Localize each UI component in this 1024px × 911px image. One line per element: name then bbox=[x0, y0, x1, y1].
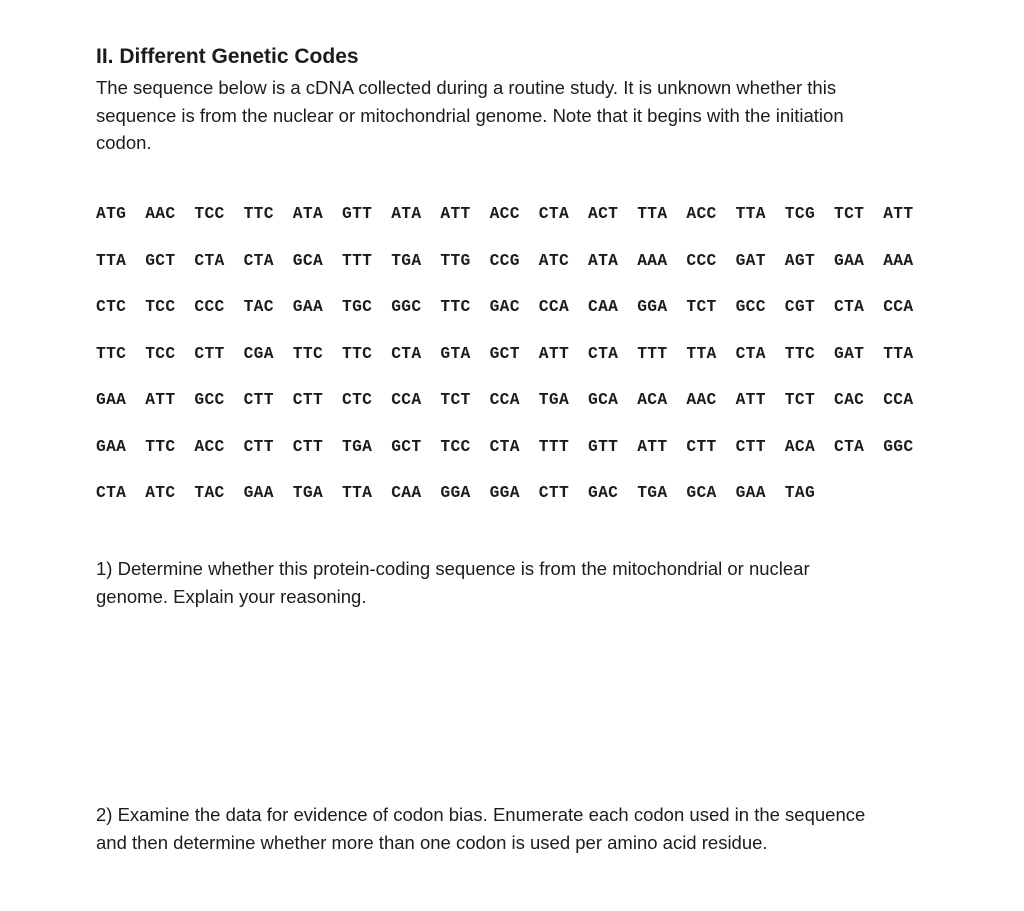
codon: ACC bbox=[194, 436, 225, 456]
codon: TTG bbox=[440, 250, 471, 270]
sequence-row bbox=[96, 203, 966, 250]
codon: GCT bbox=[391, 436, 422, 456]
codon: CCC bbox=[686, 250, 717, 270]
codon: TTC bbox=[145, 436, 176, 456]
codon: TTT bbox=[342, 250, 373, 270]
codon: TCT bbox=[686, 297, 717, 316]
codon: CTA bbox=[735, 343, 766, 363]
codon: GGC bbox=[391, 297, 422, 316]
codon: ACT bbox=[588, 204, 619, 223]
codon: ATA bbox=[391, 204, 422, 223]
codon: ATC bbox=[538, 250, 570, 270]
codon: GGC bbox=[883, 436, 914, 456]
codon: CTT bbox=[194, 343, 225, 363]
codon: TTA bbox=[883, 343, 914, 363]
codon: GCA bbox=[292, 250, 324, 270]
question-2 bbox=[96, 801, 976, 856]
codon: CCG bbox=[489, 250, 520, 270]
codon: ATA bbox=[588, 250, 619, 270]
codon: CTT bbox=[243, 390, 274, 409]
sequence-row bbox=[96, 436, 966, 483]
codon: GAA bbox=[243, 483, 274, 502]
codon: GAC bbox=[588, 483, 619, 502]
codon: GCC bbox=[194, 390, 225, 409]
codon: TCC bbox=[145, 297, 176, 316]
codon: CGA bbox=[243, 343, 274, 363]
codon: CTA bbox=[538, 204, 570, 223]
codon: CTT bbox=[292, 390, 324, 409]
codon: GAA bbox=[735, 483, 766, 502]
codon: TCC bbox=[145, 343, 176, 363]
codon: CTC bbox=[96, 297, 127, 316]
codon: CTA bbox=[391, 343, 422, 363]
sequence-row bbox=[96, 389, 966, 436]
codon: CTC bbox=[342, 390, 373, 409]
codon: CTT bbox=[538, 483, 570, 502]
sequence-row bbox=[96, 250, 966, 297]
codon: CTA bbox=[834, 297, 865, 316]
codon: ATA bbox=[292, 204, 324, 223]
codon: CTA bbox=[243, 250, 274, 270]
codon: TTC bbox=[96, 343, 127, 363]
codon: ATC bbox=[145, 483, 176, 502]
codon: GAA bbox=[96, 390, 127, 409]
codon: CAC bbox=[834, 390, 865, 409]
codon: TTA bbox=[342, 483, 373, 502]
codon: GCA bbox=[588, 390, 619, 409]
codon: TGA bbox=[292, 483, 324, 502]
intro-line: sequence is from the nuclear or mitochondrial genome. Note that it begins with the initiation bbox=[96, 104, 844, 126]
codon: CTA bbox=[588, 343, 619, 363]
codon: ATG bbox=[96, 204, 127, 223]
sequence-row bbox=[96, 343, 966, 390]
codon: TCC bbox=[194, 204, 225, 223]
codon: GGA bbox=[637, 297, 668, 316]
codon: GAA bbox=[834, 250, 865, 270]
codon: ACA bbox=[637, 390, 668, 409]
codon: GAA bbox=[292, 297, 324, 316]
section-heading: II. Different Genetic Codes bbox=[96, 45, 359, 68]
codon: TTC bbox=[784, 343, 816, 363]
codon: TTT bbox=[538, 436, 570, 456]
codon: CCC bbox=[194, 297, 225, 316]
codon: CTT bbox=[686, 436, 717, 456]
codon: CTT bbox=[735, 436, 766, 456]
codon: ATT bbox=[440, 204, 471, 223]
codon: GGA bbox=[440, 483, 471, 502]
codon: CGT bbox=[784, 297, 816, 316]
codon: TCT bbox=[440, 390, 471, 409]
codon: TCT bbox=[784, 390, 816, 409]
codon: TTA bbox=[735, 204, 766, 223]
cdna-sequence-block bbox=[96, 203, 966, 529]
codon: AAA bbox=[883, 250, 914, 270]
codon: GTT bbox=[342, 204, 373, 223]
codon: TTC bbox=[292, 343, 324, 363]
codon: CCA bbox=[883, 297, 914, 316]
codon: GAT bbox=[735, 250, 766, 270]
sequence-row bbox=[96, 482, 966, 529]
codon: CAA bbox=[588, 297, 619, 316]
codon: AAC bbox=[686, 390, 717, 409]
intro-line: codon. bbox=[96, 132, 152, 153]
codon: GAT bbox=[834, 343, 865, 363]
codon: CCA bbox=[391, 390, 422, 409]
codon: TTC bbox=[440, 297, 471, 316]
codon: GTA bbox=[440, 343, 471, 363]
codon: GGA bbox=[489, 483, 520, 502]
codon: TGA bbox=[637, 483, 668, 502]
codon: ATT bbox=[735, 390, 766, 409]
codon: TTC bbox=[243, 204, 274, 223]
codon: CAA bbox=[391, 483, 422, 502]
codon: GCT bbox=[489, 343, 520, 363]
codon: TGC bbox=[342, 297, 373, 316]
codon: GCA bbox=[686, 483, 717, 502]
codon: CCA bbox=[883, 390, 914, 409]
codon: GTT bbox=[588, 436, 619, 456]
codon: TAG bbox=[784, 483, 816, 502]
codon: TAC bbox=[243, 297, 274, 316]
codon: ACA bbox=[784, 436, 816, 456]
codon: TTA bbox=[96, 250, 127, 270]
question-2-line: 2) Examine the data for evidence of codon bias. Enumerate each codon used in the sequence bbox=[96, 804, 866, 825]
codon: CTT bbox=[243, 436, 274, 456]
codon: CTA bbox=[489, 436, 520, 456]
codon: CTA bbox=[834, 436, 865, 456]
codon: TGA bbox=[342, 436, 373, 456]
codon: TCG bbox=[784, 204, 816, 223]
codon: TGA bbox=[391, 250, 422, 270]
codon: ATT bbox=[637, 436, 668, 456]
codon: TAC bbox=[194, 483, 225, 502]
codon: TTC bbox=[342, 343, 373, 363]
sequence-row bbox=[96, 296, 966, 343]
question-1-line: genome. Explain your reasoning. bbox=[96, 585, 367, 607]
codon: TTA bbox=[686, 343, 717, 363]
codon: TGA bbox=[538, 390, 570, 409]
codon: CCA bbox=[538, 297, 570, 316]
codon: CTA bbox=[194, 250, 225, 270]
intro-paragraph bbox=[96, 74, 966, 157]
codon: ACC bbox=[489, 204, 520, 223]
codon: CTT bbox=[292, 436, 324, 456]
codon: AGT bbox=[784, 250, 816, 270]
codon: AAC bbox=[145, 204, 176, 223]
codon: GAC bbox=[489, 297, 520, 316]
codon: GCT bbox=[145, 250, 176, 270]
codon: TTA bbox=[637, 204, 668, 223]
codon: GAA bbox=[96, 436, 127, 456]
codon: AAA bbox=[637, 250, 668, 270]
question-2-line: and then determine whether more than one codon is used per amino acid residue. bbox=[96, 831, 768, 853]
codon: CCA bbox=[489, 390, 520, 409]
question-1-line: 1) Determine whether this protein-coding sequence is from the mitochondrial or nuclear bbox=[96, 558, 810, 579]
intro-line: The sequence below is a cDNA collected during a routine study. It is unknown whether this bbox=[96, 77, 837, 98]
codon: TCT bbox=[834, 204, 865, 223]
codon: TTT bbox=[637, 343, 668, 363]
codon: ATT bbox=[538, 343, 570, 363]
codon: ACC bbox=[686, 204, 717, 223]
codon: ATT bbox=[883, 204, 914, 223]
codon: TCC bbox=[440, 436, 471, 456]
question-1 bbox=[96, 555, 976, 610]
codon: ATT bbox=[145, 390, 176, 409]
codon: CTA bbox=[96, 483, 127, 502]
codon: GCC bbox=[735, 297, 766, 316]
